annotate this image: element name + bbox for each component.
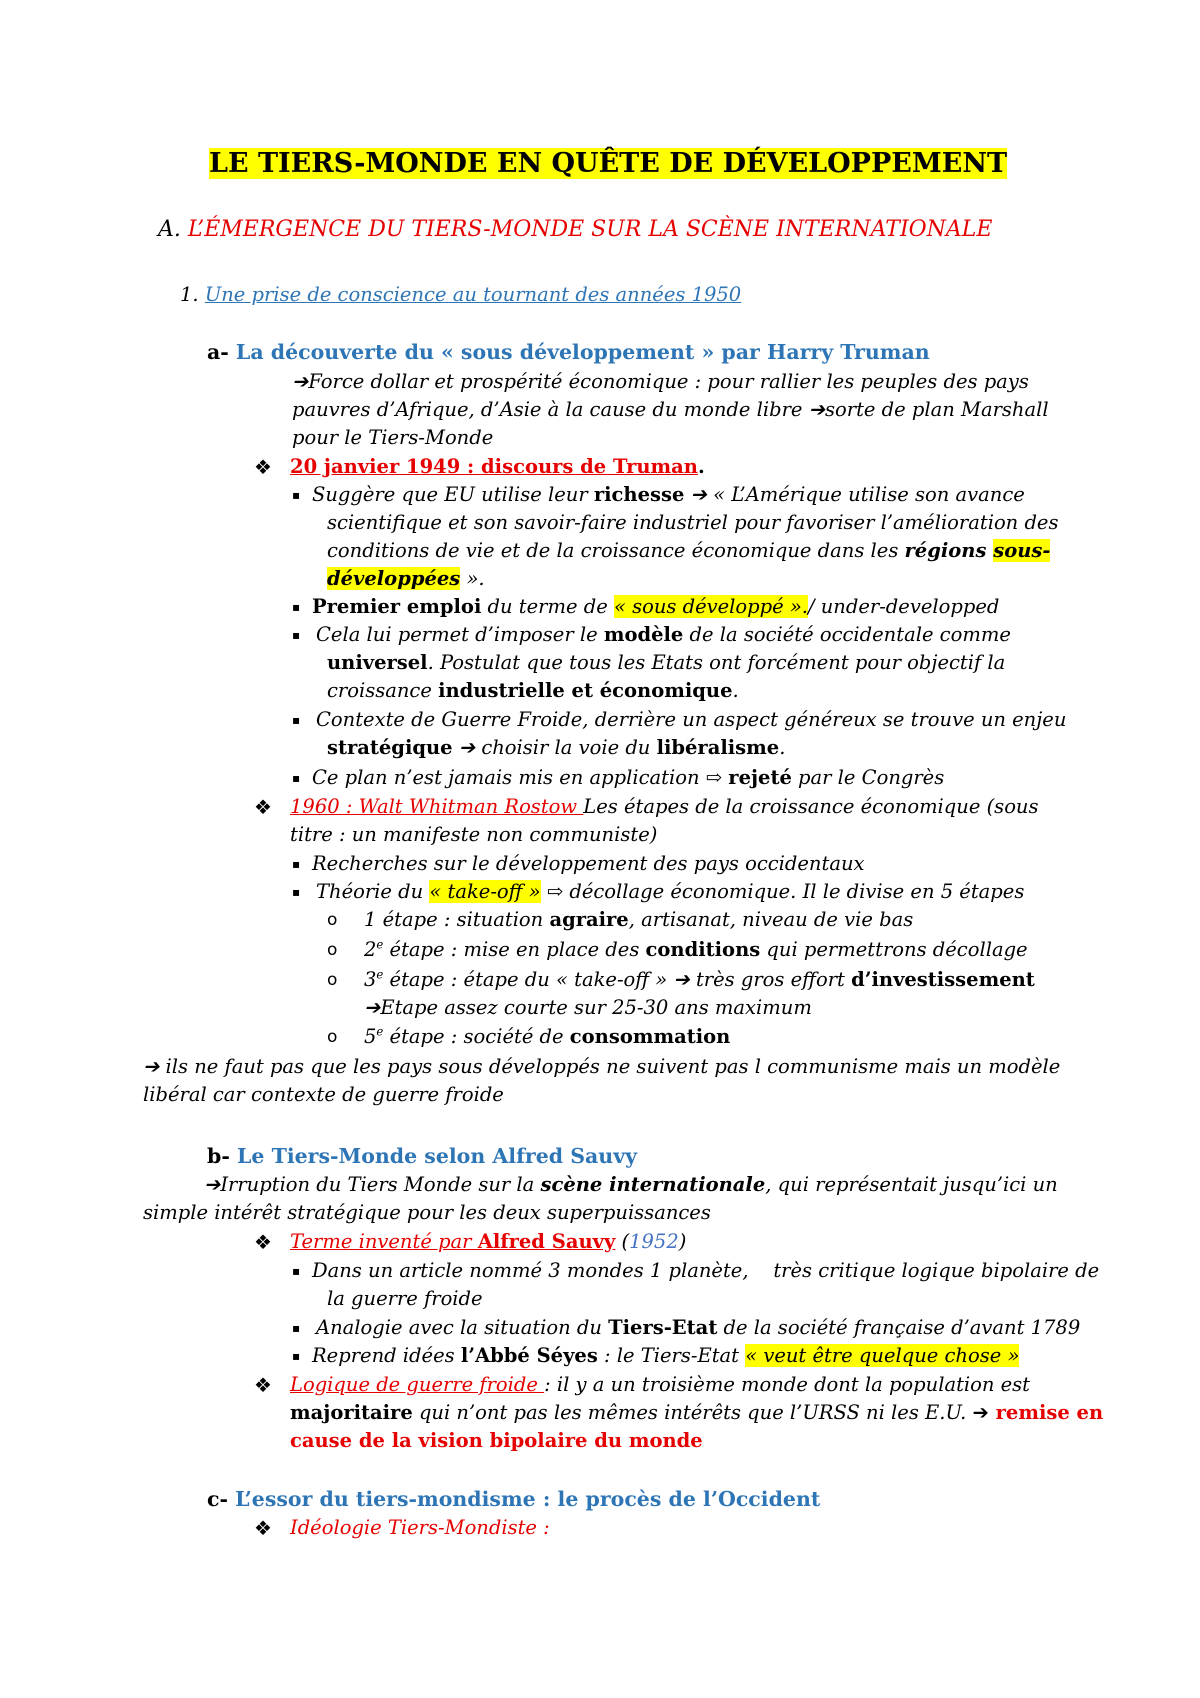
square-bullet-icon: ▪	[292, 1321, 301, 1335]
square-item-text: la guerre froide	[327, 1287, 483, 1310]
diamond-item-text: cause de la vision bipolaire du monde	[290, 1429, 703, 1452]
circle-item-text: ➔Etape assez courte sur 25-30 ans maximum	[364, 996, 812, 1019]
square-item-text: Reprend idées l’Abbé Séyes : le Tiers-Etat « veut être quelque chose »	[312, 1344, 1020, 1367]
subsection-a-title: La découverte du « sous développement » par Harry Truman	[228, 340, 930, 364]
diamond-item-text: titre : un manifeste non communiste)	[290, 823, 658, 846]
square-item-text: Cela lui permet d’imposer le modèle de la société occidentale comme	[316, 623, 1011, 646]
paragraph-line: pauvres d’Afrique, d’Asie à la cause du monde libre ➔sorte de plan Marshall	[292, 398, 1049, 421]
subsection-c-heading	[207, 1485, 820, 1513]
circle-bullet-icon: o	[327, 940, 338, 960]
subsection-a-heading	[207, 338, 930, 366]
square-bullet-icon: ▪	[292, 600, 301, 614]
conclusion-line: libéral car contexte de guerre froide	[143, 1083, 504, 1106]
square-item-text: conditions de vie et de la croissance économique dans les régions sous-	[327, 539, 1051, 562]
square-bullet-icon: ▪	[292, 1349, 301, 1363]
subsection-c-letter: c-	[207, 1487, 228, 1511]
subsection-c-title: L’essor du tiers-mondisme : le procès de l’Occident	[228, 1487, 821, 1511]
square-item-text: Dans un article nommé 3 mondes 1 planète, très critique logique bipolaire de	[312, 1259, 1100, 1282]
square-bullet-icon: ▪	[292, 1264, 301, 1278]
diamond-bullet-icon: ❖	[254, 1230, 272, 1254]
section-a-heading	[158, 215, 992, 245]
subsection-b-heading	[207, 1142, 637, 1170]
diamond-item-text: 1960 : Walt Whitman Rostow Les étapes de la croissance économique (sous	[290, 795, 1039, 818]
section-a-number: A.	[158, 217, 181, 242]
paragraph-line: simple intérêt stratégique pour les deux superpuissances	[143, 1201, 711, 1224]
square-item-text: scientifique et son savoir-faire industriel pour favoriser l’amélioration des	[327, 511, 1059, 534]
square-item-text: universel. Postulat que tous les Etats ont forcément pour objectif la	[327, 651, 1006, 674]
square-item-text: croissance industrielle et économique.	[327, 679, 739, 702]
square-item-text: stratégique ➔ choisir la voie du libéralisme.	[327, 736, 786, 759]
diamond-item-text: majoritaire qui n’ont pas les mêmes intérêts que l’URSS ni les E.U. ➔ remise en	[290, 1401, 1104, 1424]
diamond-bullet-icon: ❖	[254, 1516, 272, 1540]
diamond-bullet-icon: ❖	[254, 1373, 272, 1397]
square-item-text: Suggère que EU utilise leur richesse ➔ « L’Amérique utilise son avance	[312, 483, 1025, 506]
square-item-text: Contexte de Guerre Froide, derrière un aspect généreux se trouve un enjeu	[316, 708, 1067, 731]
paragraph-line: ➔Force dollar et prospérité économique : pour rallier les peuples des pays	[292, 370, 1029, 393]
truman-speech-date: 20 janvier 1949 : discours de Truman	[290, 455, 698, 478]
circle-bullet-icon: o	[327, 970, 338, 990]
circle-item-text: 5e étape : société de consommation	[364, 1024, 731, 1048]
square-bullet-icon: ▪	[292, 857, 301, 871]
square-item-text: Recherches sur le développement des pays occidentaux	[312, 852, 865, 875]
square-bullet-icon: ▪	[292, 885, 301, 899]
part-1-number: 1.	[180, 283, 199, 306]
circle-bullet-icon: o	[327, 910, 338, 930]
square-item-text: développées ».	[327, 567, 485, 590]
circle-item-text: 3e étape : étape du « take-off » ➔ très gros effort d’investissement	[364, 967, 1035, 991]
square-bullet-icon: ▪	[292, 713, 301, 727]
paragraph-line: ➔Irruption du Tiers Monde sur la scène internationale, qui représentait jusqu’ici un	[204, 1173, 1058, 1196]
circle-item-text: 1 étape : situation agraire, artisanat, niveau de vie bas	[364, 908, 914, 931]
square-item-text: Ce plan n’est jamais mis en application ⇨ rejeté par le Congrès	[312, 766, 945, 789]
rostow-reference: 1960 : Walt Whitman Rostow	[290, 795, 584, 818]
part-1-heading	[180, 281, 741, 309]
circle-bullet-icon: o	[327, 1027, 338, 1047]
diamond-item-text: Terme inventé par Alfred Sauvy (1952)	[290, 1230, 687, 1253]
title-highlight: LE TIERS-MONDE EN QUÊTE DE DÉVELOPPEMENT	[209, 148, 1008, 179]
square-bullet-icon: ▪	[292, 628, 301, 642]
subsection-b-title: Le Tiers-Monde selon Alfred Sauvy	[229, 1144, 638, 1168]
part-1-title: Une prise de conscience au tournant des années 1950	[204, 283, 742, 306]
paragraph-line: pour le Tiers-Monde	[292, 426, 494, 449]
square-item-text: Théorie du « take-off » ⇨ décollage économique. Il le divise en 5 étapes	[316, 880, 1025, 903]
square-bullet-icon: ▪	[292, 771, 301, 785]
diamond-item-text: Logique de guerre froide : il y a un troisième monde dont la population est	[290, 1373, 1031, 1396]
square-bullet-icon: ▪	[292, 488, 301, 502]
diamond-item-text: 20 janvier 1949 : discours de Truman.	[290, 455, 705, 478]
diamond-bullet-icon: ❖	[254, 455, 272, 479]
square-item-text: Premier emploi du terme de « sous développé »./ under-developped	[312, 595, 1000, 618]
diamond-bullet-icon: ❖	[254, 795, 272, 819]
document-title	[209, 146, 1007, 182]
square-item-text: Analogie avec la situation du Tiers-Etat de la société française d’avant 1789	[316, 1316, 1081, 1339]
subsection-a-letter: a-	[207, 340, 229, 364]
conclusion-line: ➔ ils ne faut pas que les pays sous développés ne suivent pas l communisme mais un modèle	[143, 1055, 1061, 1078]
subsection-b-letter: b-	[207, 1144, 230, 1168]
diamond-item-text: Idéologie Tiers-Mondiste :	[290, 1516, 550, 1539]
section-a-title: L’ÉMERGENCE DU TIERS-MONDE SUR LA SCÈNE INTERNATIONALE	[180, 217, 993, 242]
circle-item-text: 2e étape : mise en place des conditions qui permettrons décollage	[364, 937, 1028, 961]
